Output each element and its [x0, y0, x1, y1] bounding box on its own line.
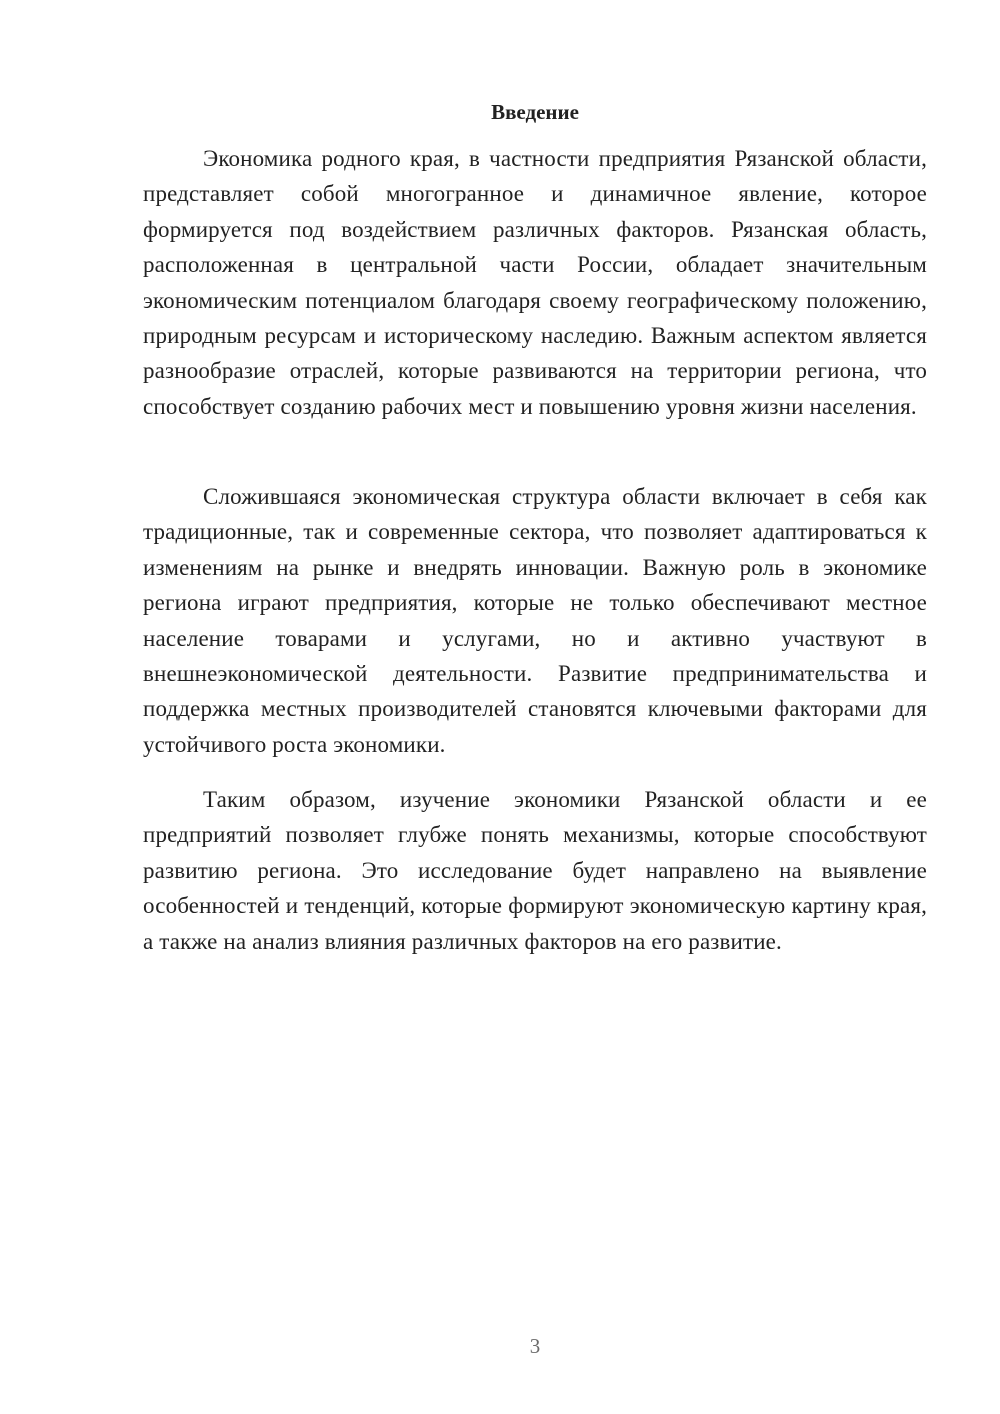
- paragraph-3: Таким образом, изучение экономики Рязанской области и ее предприятий позволяет глубже понять механизмы, которые способствуют развитию региона. Это исследование будет направлено на выявление особенностей и тенденций, которые формируют экономическую картину края, а также на анализ влияния различных факторов на его развитие.: [143, 787, 927, 954]
- paragraph-2: Сложившаяся экономическая структура области включает в себя как традиционные, так и современные сектора, что позволяет адаптироваться к изменениям на рынке и внедрять инновации. Важную роль в экономике региона играют предприятия, которые не только обеспечивают местное население товарами и услугами, но и активно участвуют в внешнеэкономической деятельности. Развитие предпринимательства и поддержка местных производителей становятся ключевыми факторами для устойчивого роста экономики.: [143, 484, 927, 757]
- page-number: 3: [529, 1334, 541, 1358]
- page-title: Введение: [491, 100, 579, 124]
- paragraph-1: Экономика родного края, в частности предприятия Рязанской области, представляет собой многогранное и динамичное явление, которое формируется под воздействием различных факторов. Рязанская область, расположенная в центральной части России, обладает значительным экономическим потенциалом благодаря своему географическому положению, природным ресурсам и историческому наследию. Важным аспектом является разнообразие отраслей, которые развиваются на территории региона, что способствует созданию рабочих мест и повышению уровня жизни населения.: [143, 146, 927, 419]
